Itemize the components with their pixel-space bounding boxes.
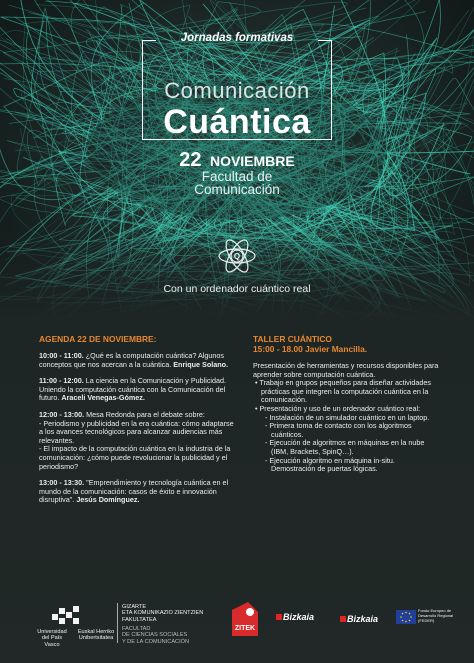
faculty-es: FACULTAD DE CIENCIAS SOCIALES Y DE LA COMUNICACIÓN — [122, 626, 190, 645]
date-month: NOVIEMBRE — [209, 153, 295, 169]
bizkaia-logo-1: Bizkaia — [276, 612, 314, 622]
bizkaia-logo-2: Bizkaia — [340, 614, 378, 624]
upv-ehu-logo-icon — [52, 606, 80, 626]
date-day: 22 — [179, 149, 202, 171]
venue — [0, 170, 474, 196]
footer-divider — [117, 603, 118, 643]
workshop-heading: TALLER CUÁNTICO — [253, 334, 332, 344]
sponsor-footer — [0, 588, 474, 663]
subtitle: Con un ordenador cuántico real — [163, 283, 311, 295]
workshop-bullet: • Trabajo en grupos pequeños para diseñar actividades prácticas que integren la computación cuántica en la comunicación. — [255, 378, 431, 405]
workshop-sub-bullet: - Ejecución de algoritmos en máquinas en la nube (IBM, Brackets, SpinQ…). — [265, 438, 425, 456]
workshop-sub-bullet: - Primera toma de contacto con los algoritmos cuánticos. — [265, 421, 412, 439]
workshop-bullet: • Presentación y uso de un ordenador cuántico real: — [255, 403, 421, 413]
event-kicker: Jornadas formativas — [180, 32, 294, 44]
agenda-bullet: - Periodismo y publicidad en la era cuántica: cómo adaptarse a los avances tecnológicos para alcanzar audiencias más relevantes. — [39, 418, 234, 445]
agenda-item: 11:00 - 12:00. La ciencia en la Comunicación y Publicidad. Uniendo la computación cuántica con la Comunicación del futuro. Araceli Venegas-Gómez. — [39, 376, 226, 403]
zitek-logo — [228, 600, 262, 640]
faculty-eu: GIZARTE ETA KOMUNIKAZIO ZIENTZIEN FAKULTATEA — [122, 604, 204, 623]
venue-line-1: Facultad de — [201, 169, 273, 184]
workshop-column — [253, 334, 439, 474]
atom-icon — [217, 236, 257, 276]
agenda-item: 12:00 - 13:00. Mesa Redonda para el debate sobre: - Periodismo y publicidad en la era cuántica: cómo adaptarse a los avances tecnológicos para alcanzar audiencias más relevantes. - El impacto de la computación cuántica en la industria de la comunicación: ¿cómo puede revolucionar la publicidad y el periodismo? — [39, 409, 234, 471]
agenda-heading: AGENDA 22 DE NOVIEMBRE: — [39, 334, 157, 344]
workshop-intro: Presentación de herramientas y recursos disponibles para aprender sobre computación cuántica. — [253, 361, 439, 379]
workshop-subheading: 15:00 - 18.00 Javier Mancilla. — [253, 344, 368, 354]
workshop-sub-bullets — [263, 414, 439, 474]
eu-flag-icon — [396, 610, 416, 624]
venue-line-2: Comunicación — [194, 182, 280, 197]
svg-text:Q: Q — [233, 252, 241, 261]
eu-caption: Fondo Europeo de Desarrollo Regional (FEDER) — [418, 608, 454, 623]
agenda-bullet: - El impacto de la computación cuántica en la industria de la comunicación: ¿cómo puede revolucionar la publicidad y el periodismo? — [39, 444, 231, 471]
workshop-sub-bullet: - Ejecución algoritmo en máquina in-situ. Demostración de puertas lógicas. — [265, 455, 395, 474]
agenda-item: 13:00 - 13:30. "Emprendimiento y tecnología cuántica en el mundo de la comunicación: casos de éxito e innovación disruptiva". Jesús Domínguez. — [39, 478, 229, 505]
workshop-bullets — [253, 379, 439, 413]
svg-text:ZITEK: ZITEK — [234, 625, 256, 632]
agenda-item: 10:00 - 11:00. ¿Qué es la computación cuántica? Algunos conceptos que nos acercan a la cuántica. Enrique Solano. — [39, 351, 228, 369]
university-name: Universidad del País Vasco — [37, 629, 67, 648]
title-line-2: Cuántica — [163, 103, 311, 141]
university-name-eu: Euskal Herriko Unibertsitatea — [77, 629, 115, 642]
title-line-1: Comunicación — [164, 78, 310, 103]
agenda-column — [39, 334, 235, 505]
workshop-sub-bullet: - Instalación de un simulador cuántico en un laptop. — [265, 412, 430, 422]
